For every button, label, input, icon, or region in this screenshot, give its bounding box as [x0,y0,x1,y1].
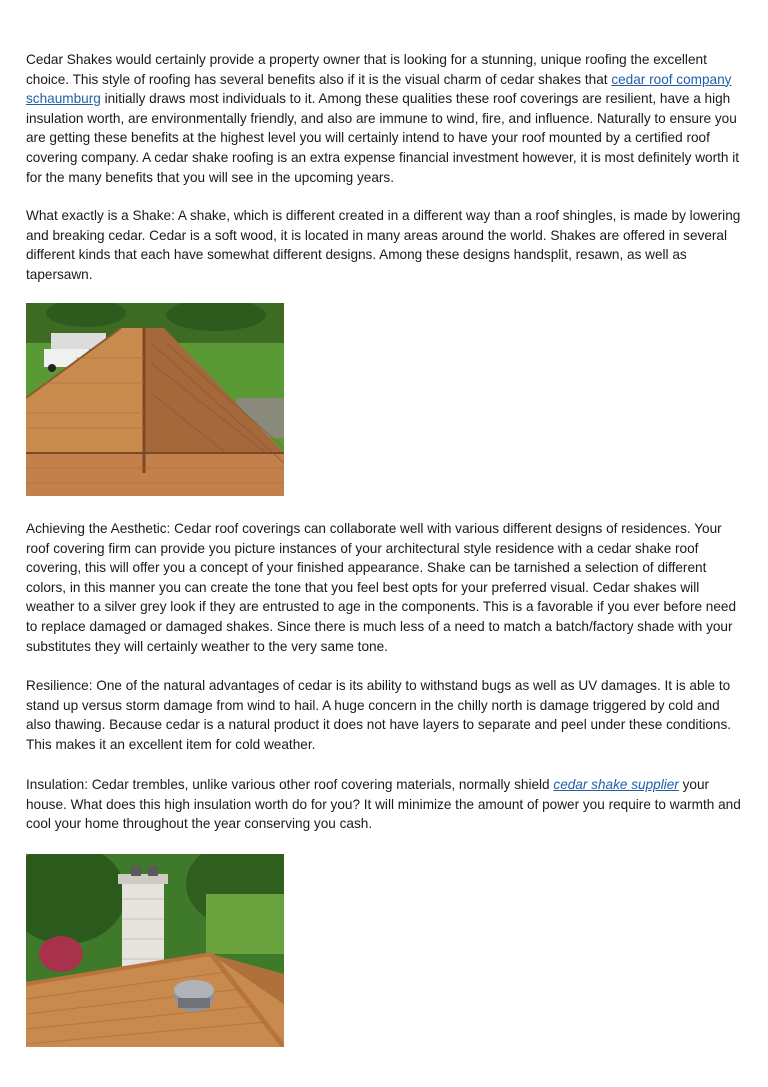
paragraph-aesthetic: Achieving the Aesthetic: Cedar roof coverings can collaborate well with various different designs of residences. Your roof covering firm can provide you picture instances of your architectural style residence with a cedar shake roof covering, this will offer you a concept of your finished appearance. Shake can be tarnished a selection of different colors, in this manner you can create the tone that you feel best opts for your preferred visual. Cedar shakes will weather to a silver grey look if they are entrusted to age in the components. This is a favorable if you ever before need to replace damaged or damaged shakes. Since there is much less of a need to match a batch/factory shade with your substitutes they will certainly weather to the very same tone. [26,521,737,654]
paragraph-intro [26,50,744,187]
paragraph-text: Cedar Shakes would certainly provide a property owner that is looking for a stunning, unique roofing the excellent choice. This style of roofing has several benefits also if it is the visual charm of cedar shakes that [26,52,707,87]
paragraph-what-is-shake: What exactly is a Shake: A shake, which is different created in a different way than a roof shingles, is made by lowering and breaking cedar. Cedar is a soft wood, it is located in many areas around the world. Shakes are offered in several different kinds that each have somewhat different designs. Among these designs handsplit, resawn, as well as tapersawn. [26,208,741,282]
paragraph-insulation [26,775,744,834]
link-cedar-roof-company[interactable]: cedar roof company schaumburg [26,71,732,107]
link-cedar-shake-supplier[interactable]: cedar shake supplier [553,777,679,792]
paragraph-resilience: Resilience: One of the natural advantages of cedar is its ability to withstand bugs as well as UV damages. It is able to stand up versus storm damage from wind to hail. A huge concern in the chilly north is damage triggered by cold and also thawing. Because cedar is a natural product it does not have layers to separate and peel under these conditions. This makes it an excellent item for cold weather. [26,678,732,752]
paragraph-text: your house. What does this high insulation worth do for you? It will minimize the amount of power you require to warmth and cool your home throughout the year conserving you cash. [26,777,741,832]
roof-photo-2 [26,854,284,1047]
paragraph-text: initially draws most individuals to it. Among these qualities these roof coverings are resilient, have a high insulation worth, are environmentally friendly, and also are immune to wind, fire, and influence. Naturally to ensure you are getting these benefits at the highest level you will certainly intend to have your roof mounted by a certified roof covering company. A cedar shake roofing is an extra expense financial investment however, it is most definitely worth it for the many benefits that you will see in the upcoming years. [26,91,740,185]
paragraph-text: Insulation: Cedar trembles, unlike various other roof covering materials, normally shield [26,777,554,792]
roof-photo-1 [26,303,284,496]
